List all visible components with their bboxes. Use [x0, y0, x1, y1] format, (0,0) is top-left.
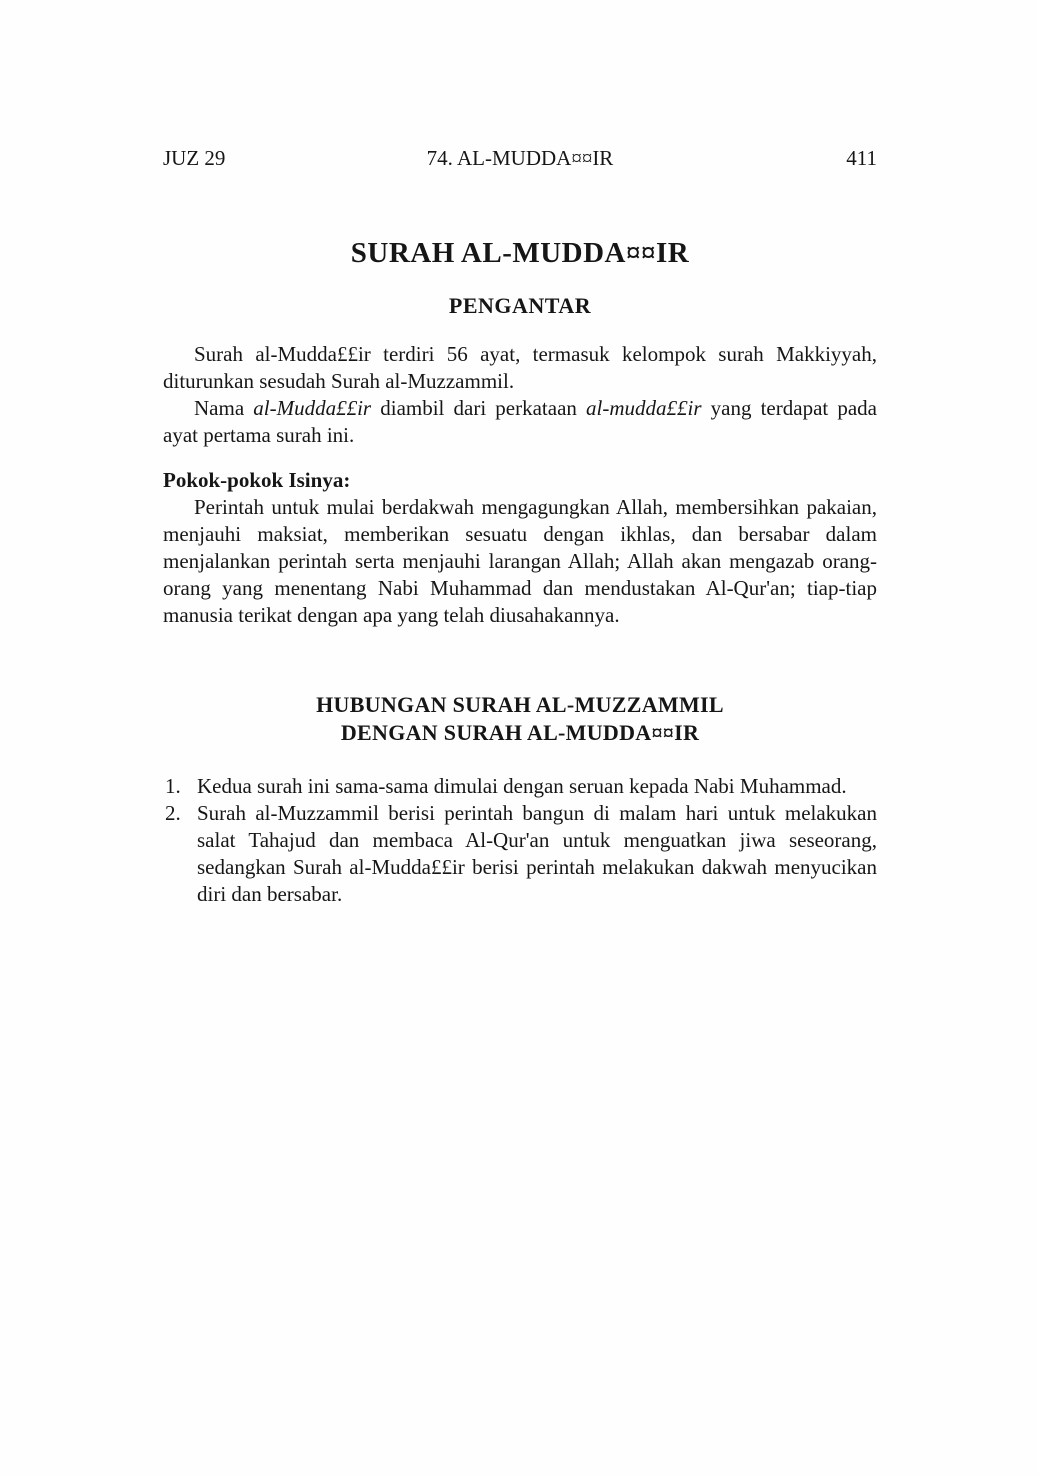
list-item-text: Kedua surah ini sama-sama dimulai dengan seruan kepada Nabi Muhammad. [197, 774, 847, 798]
relation-list-item [163, 800, 877, 908]
header-page-number: 411 [846, 146, 877, 170]
running-header [163, 146, 877, 170]
text-segment: yang terdapat pada ayat pertama surah ini. [163, 396, 877, 447]
italic-text-segment: al-Mudda££ir [253, 396, 372, 420]
header-juz-label: JUZ 29 [163, 146, 226, 170]
list-item-number: 2. [165, 801, 181, 825]
relation-heading [163, 691, 877, 747]
relation-list-item [163, 773, 877, 800]
text-segment: diambil dari perkataan [371, 396, 587, 420]
intro-heading: PENGANTAR [448, 293, 592, 318]
surah-title: SURAH AL-MUDDA¤¤IR [350, 237, 690, 269]
page-content [163, 146, 877, 908]
relation-list [163, 773, 877, 908]
relation-heading-line2: DENGAN SURAH AL-MUDDA¤¤IR [340, 720, 700, 745]
list-item-text: Surah al-Muzzammil berisi perintah bangun di malam hari untuk melakukan salat Tahajud dan membaca Al-Qur'an untuk menguatkan jiwa seseorang, sedangkan Surah al-Mudda££ir berisi perintah melakukan dakwah menyucikan diri dan bersabar. [197, 801, 877, 906]
topics-heading: Pokok-pokok Isinya: [163, 468, 351, 492]
header-surah-label: 74. AL-MUDDA¤¤IR [426, 146, 614, 170]
topics-paragraph: Perintah untuk mulai berdakwah mengagungkan Allah, membersihkan pakaian, menjauhi maksiat, memberikan sesuatu dengan ikhlas, dan bersabar dalam menjalankan perintah serta menjauhi larangan Allah; Allah akan mengazab orang-orang yang menentang Nabi Muhammad dan mendustakan Al-Qur'an; tiap-tiap manusia terikat dengan apa yang telah diusahakannya. [163, 495, 877, 627]
intro-section [163, 341, 877, 449]
italic-text-segment: al-mudda££ir [586, 396, 702, 420]
relation-heading-line1: HUBUNGAN SURAH AL-MUZZAMMIL [316, 692, 724, 717]
intro-paragraph [163, 341, 877, 395]
text-segment: Nama [194, 396, 254, 420]
list-item-number: 1. [165, 774, 181, 798]
intro-paragraph [163, 395, 877, 449]
text-segment: Surah al-Mudda££ir terdiri 56 ayat, termasuk kelompok surah Makkiyyah, diturunkan sesudah Surah al-Muzzammil. [163, 342, 877, 393]
